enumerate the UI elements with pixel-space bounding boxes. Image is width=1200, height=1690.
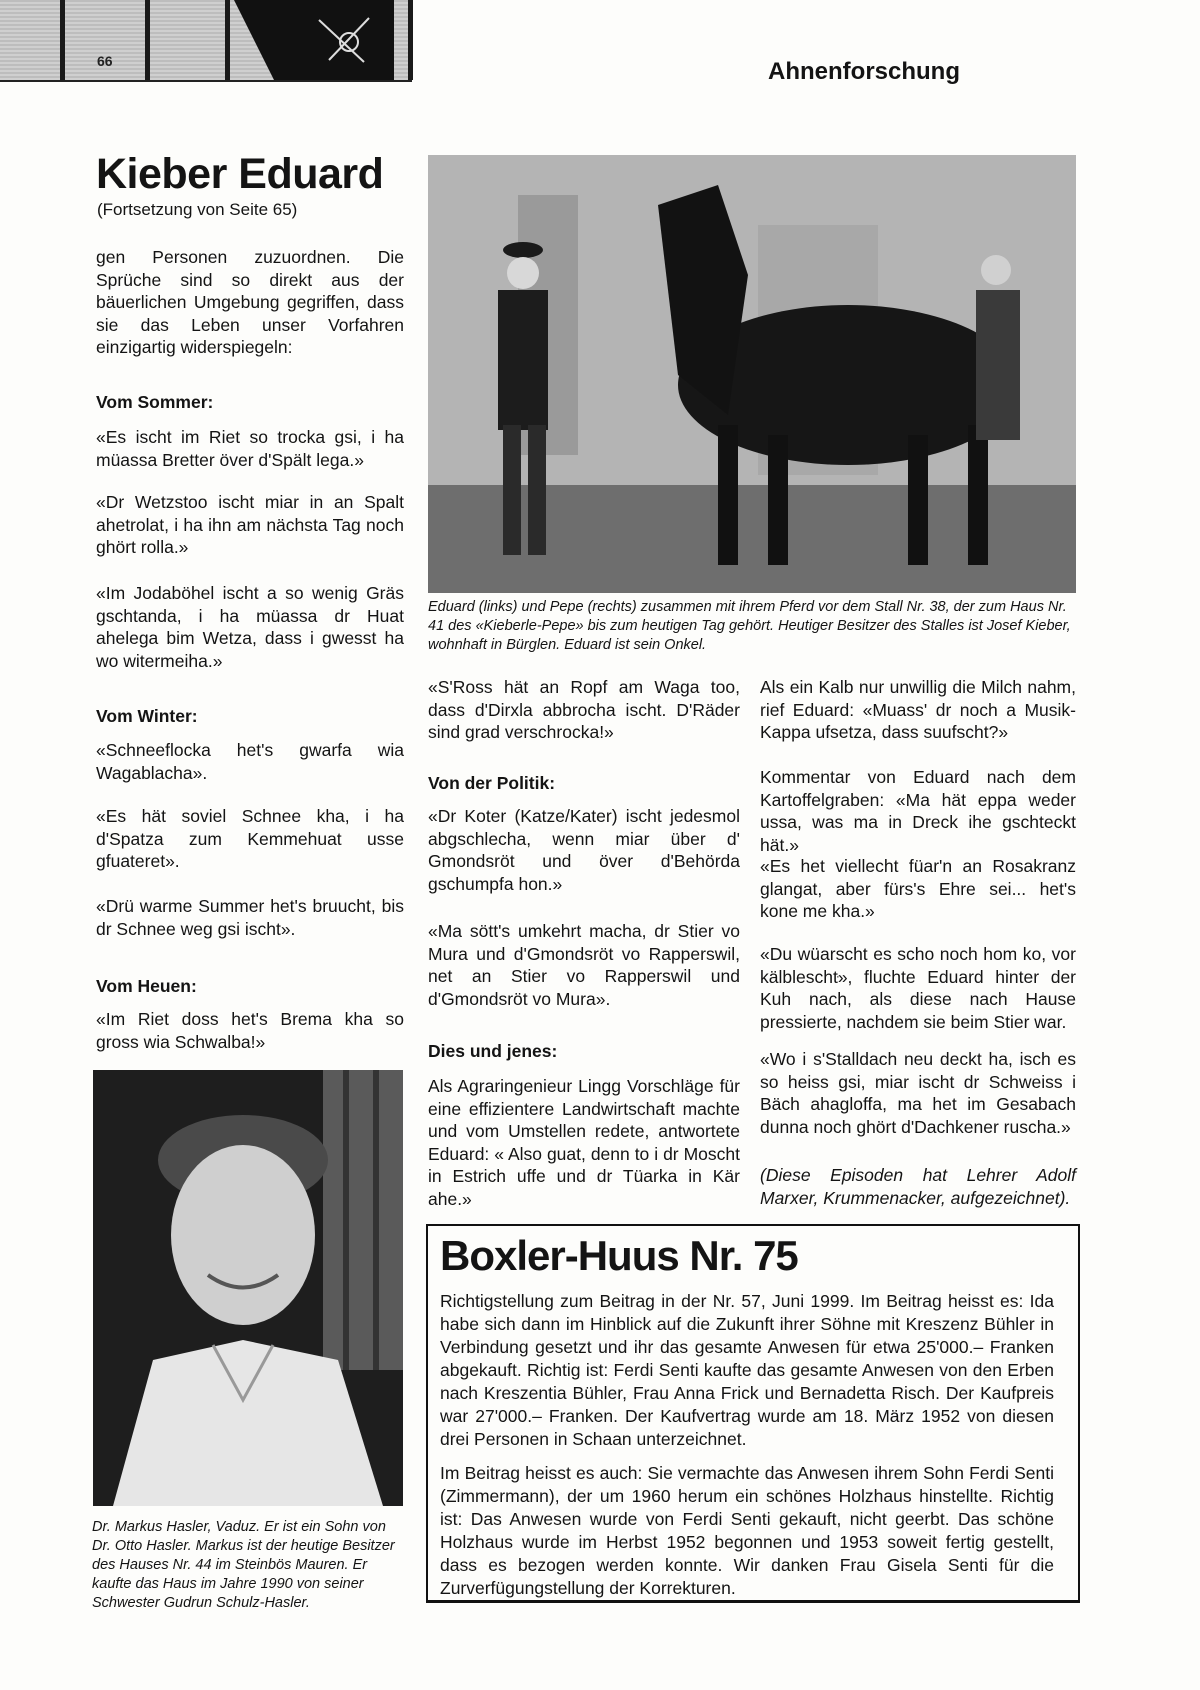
article-title: Boxler-Huus Nr. 75 <box>440 1232 798 1279</box>
header-divider <box>408 0 413 80</box>
article-title: Kieber Eduard <box>96 150 384 198</box>
correction-paragraph: Im Beitrag heisst es auch: Sie vermachte das Anwesen ihrem Sohn Ferdi Senti (Zimmermann), der um 1960 herum ein schönes Holzhaus hinstellte. Richtig ist: Das Anwesen wurde von Ferdi Senti gekauft, nicht geerbt. Das schöne Holzhaus wurde im Herbst 1952 begonnen und 1953 soweit fertig gestellt, dass es bezogen werden konnte. Wir danken Frau Gisela Senti für die Zurverfügungstellung der Korrekturen. <box>440 1463 1054 1598</box>
page-number: 66 <box>97 53 113 69</box>
saying: «Im Jodaböhel ischt a so wenig Gräs gschtanda, i ha müassa dr Huat ahelega bim Wetza, dass i gwesst ha wo witermeiha.» <box>96 583 404 671</box>
intro-paragraph: gen Personen zuzuordnen. Die Sprüche sind so direkt aus der bäuerlichen Umgebung gegriffen, dass sie das Leben unser Vorfahren einzigartig widerspiegeln: <box>96 247 404 357</box>
article-subtitle: (Fortsetzung von Seite 65) <box>97 200 298 219</box>
header-emblem-icon <box>234 0 394 80</box>
portrait-photo-image <box>93 1070 403 1506</box>
horse-photo-image <box>428 155 1076 593</box>
horse-photo-caption: Eduard (links) und Pepe (rechts) zusammen mit ihrem Pferd vor dem Stall Nr. 38, der zum Haus Nr. 41 des «Kieberle-Pepe» bis zum heutigen Tag gehört. Heutiger Besitzer des Stalles ist Josef Kieber, wohnhaft in Bürglen. Eduard ist sein Onkel. <box>428 599 1071 653</box>
heading-winter: Vom Winter: <box>96 706 198 726</box>
portrait-photo-caption: Dr. Markus Hasler, Vaduz. Er ist ein Sohn von Dr. Otto Hasler. Markus ist der heutige Besitzer des Hauses Nr. 44 im Steinbös Mauren. Er kaufte das Haus im Jahre 1990 von seiner Schwester Gudrun Schulz-Hasler. <box>92 1519 395 1611</box>
saying: «S'Ross hät an Ropf am Waga too, dass d'Dirxla abbrocha ischt. D'Räder sind grad verschrocka!» <box>428 677 740 742</box>
header-divider <box>60 0 65 80</box>
heading-politik: Von der Politik: <box>428 773 556 793</box>
saying: «Es hät soviel Schnee kha, i ha d'Spatza zum Kemmehuat usse gfuateret». <box>96 806 404 871</box>
header-divider <box>225 0 230 80</box>
horse-photo <box>428 155 1076 593</box>
saying: «Es het viellecht füar'n an Rosakranz glangat, aber fürs's Ehre sei... het's kone me kha.» <box>760 856 1076 921</box>
saying: «Ma sött's umkehrt macha, dr Stier vo Mura und d'Gmondsröt vo Rapperswil, net an Stier vo Rapperswil und d'Gmondsröt vo Mura». <box>428 921 740 1009</box>
saying: «Es ischt im Riet so trocka gsi, i ha müassa Bretter över d'Spält lega.» <box>96 427 404 470</box>
heading-sommer: Vom Sommer: <box>96 392 214 412</box>
saying: Als ein Kalb nur unwillig die Milch nahm, rief Eduard: «Muass' dr noch a Musik-Kappa ufsetza, dass suufscht?» <box>760 677 1076 742</box>
saying: «Dr Wetzstoo ischt miar in an Spalt ahetrolat, i ha ihn am nächsta Tag noch ghört rolla.» <box>96 492 404 557</box>
section-title: Ahnenforschung <box>768 58 960 85</box>
saying: «Wo i s'Stalldach neu deckt ha, isch es so heiss gsi, miar ischt dr Schweiss i Bäch ahagloffa, ma het im Gesabach dunna noch ghört d'Dachkener ruscha.» <box>760 1049 1076 1137</box>
saying: Als Agraringenieur Lingg Vorschläge für eine effizientere Landwirtschaft machte und vom Umstellen redete, antwortete Eduard: « Also guat, denn to i dr Moscht in Estrich uffe und dr Tüarka in Kär ahe.» <box>428 1076 740 1209</box>
portrait-photo <box>93 1070 403 1506</box>
saying: «Im Riet doss het's Brema kha so gross wia Schwalba!» <box>96 1009 404 1052</box>
saying: «Du wüarscht es scho noch hom ko, vor kälbleschtּ», fluchte Eduard hinter der Kuh nach, als diese nach Hause pressierte, nachdem sie beim Stier war. <box>760 944 1076 1032</box>
heading-dies-und-jenes: Dies und jenes: <box>428 1041 558 1061</box>
saying: «Dr Koter (Katze/Kater) ischt jedesmol abgschlecha, wenn miar über d' Gmondsröt und över d'Behörda gschumpfa hon.» <box>428 806 740 894</box>
heading-heuen: Vom Heuen: <box>96 976 197 996</box>
source-note: (Diese Episoden hat Lehrer Adolf Marxer, Krummenacker, aufgezeichnet). <box>760 1165 1076 1208</box>
saying: «Drü warme Summer het's bruucht, bis dr Schnee weg gsi ischt». <box>96 896 404 939</box>
correction-paragraph: Richtigstellung zum Beitrag in der Nr. 57, Juni 1999. Im Beitrag heisst es: Ida habe sich dann im Hinblick auf die Zukunft ihrer Söhne mit Kreszenz Bühler in Verbindung gesetzt und ihr das gesamte Anwesen für etwa 25'000.– Franken abgekauft. Richtig ist: Ferdi Senti kaufte das gesamte Anwesen von den Erben nach Kreszentia Bühler, Frau Anna Frick und Bernadetta Risch. Der Kaufpreis war 27'000.– Franken. Der Kaufvertrag wurde am 18. März 1952 von diesen drei Personen in Schaan unterzeichnet. <box>440 1291 1054 1449</box>
header-divider <box>145 0 150 80</box>
saying: Kommentar von Eduard nach dem Kartoffelgraben: «Ma hät eppa weder ussa, was ma in Dreck ihe gschteckt hät.» <box>760 767 1076 855</box>
saying: «Schneeflocka het's gwarfa wia Wagablacha». <box>96 740 404 783</box>
